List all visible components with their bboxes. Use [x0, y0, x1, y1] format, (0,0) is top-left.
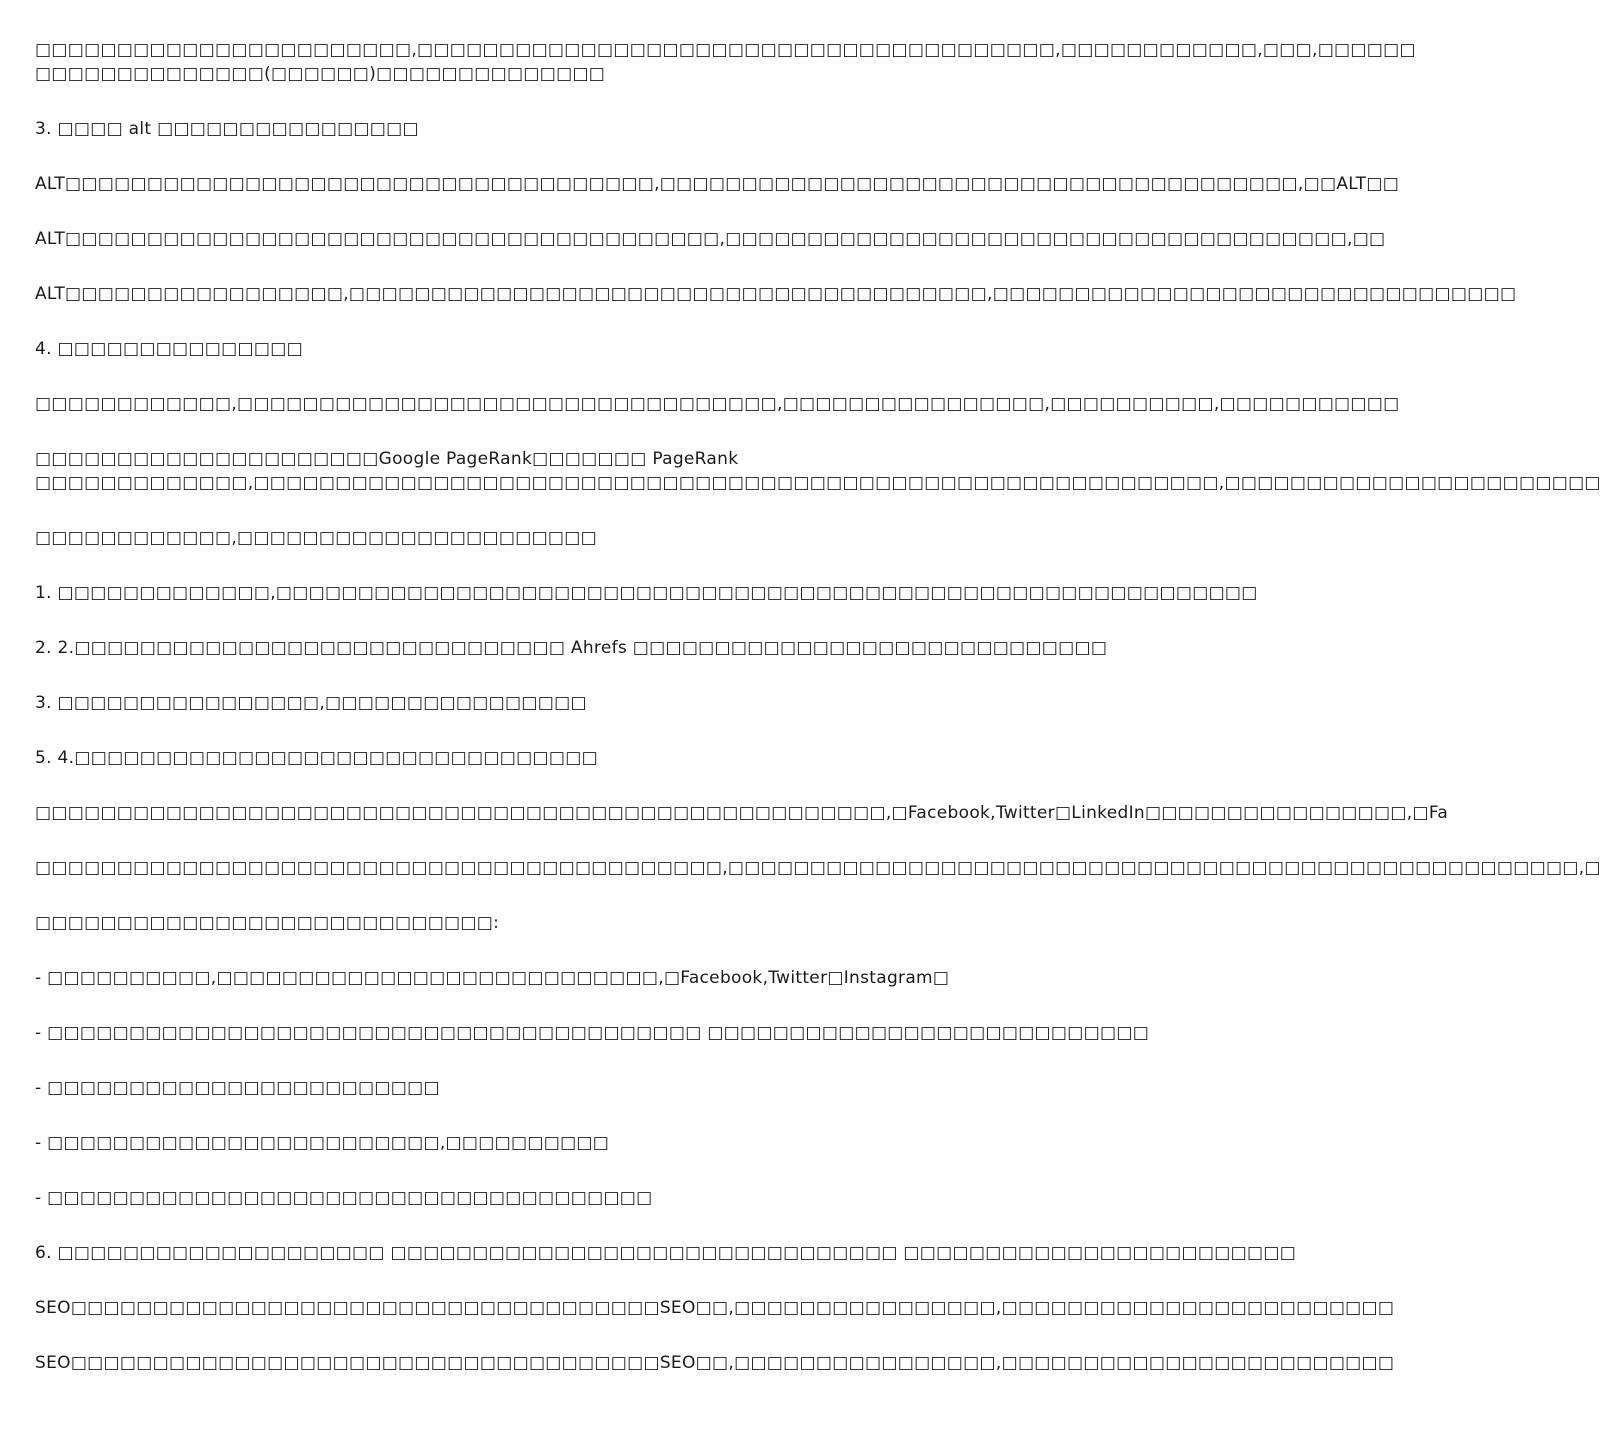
text-line: - □□□□□□□□□□□□□□□□□□□□□□□□□□□□□□□□□□□□□ [35, 1188, 653, 1208]
text-line: ALT□□□□□□□□□□□□□□□□□□□□□□□□□□□□□□□□□□□□,□□□□□□□□□□□□□□□□□□□□□□□□□□□□□□□□□□□□□□□,□□ALT□□ [35, 174, 1400, 194]
paragraph [35, 911, 989, 935]
text-line: 2. 2.□□□□□□□□□□□□□□□□□□□□□□□□□□□□□□ Ahrefs □□□□□□□□□□□□□□□□□□□□□□□□□□□□□ [35, 638, 1108, 658]
section-heading [35, 1241, 1297, 1265]
paragraph [35, 801, 1449, 825]
section-heading [35, 117, 989, 141]
text-line: - □□□□□□□□□□□□□□□□□□□□□□□□ [35, 1078, 440, 1098]
text-line: □□□□□□□□□□□□,□□□□□□□□□□□□□□□□□□□□□□ [35, 528, 598, 548]
text-line: □□□□□□□□□□□□□□□□□□□□□Google PageRank□□□□□□□ PageRank [35, 449, 739, 469]
text-line: 6. □□□□□□□□□□□□□□□□□□□□ □□□□□□□□□□□□□□□□□□□□□□□□□□□□□□□ □□□□□□□□□□□□□□□□□□□□□□□□ [35, 1243, 1297, 1263]
text-line: - □□□□□□□□□□□□□□□□□□□□□□□□,□□□□□□□□□□ [35, 1133, 610, 1153]
paragraph [35, 172, 1400, 196]
text-line: □□□□□□□□□□□□,□□□□□□□□□□□□□□□□□□□□□□□□□□□□□□□□□,□□□□□□□□□□□□□□□□,□□□□□□□□□□,□□□□□□□□□□□ [35, 394, 1400, 414]
text-line: 3. □□□□ alt □□□□□□□□□□□□□□□□ [35, 119, 419, 139]
bullet-item [35, 1021, 1150, 1045]
list-item [35, 581, 1258, 605]
text-line: □□□□□□□□□□□□□□□□□□□□□□□,□□□□□□□□□□□□□□□□□□□□□□□□□□□□□□□□□□□□□□□,□□□□□□□□□□□□,□□□,□□□□□□ [35, 40, 1416, 60]
text-line: 1. □□□□□□□□□□□□□,□□□□□□□□□□□□□□□□□□□□□□□□□□□□□□□□□□□□□□□□□□□□□□□□□□□□□□□□□□□□ [35, 583, 1258, 603]
paragraph [35, 1296, 1395, 1320]
text-line: ALT□□□□□□□□□□□□□□□□□□□□□□□□□□□□□□□□□□□□□□□□,□□□□□□□□□□□□□□□□□□□□□□□□□□□□□□□□□□□□□□,□□ [35, 229, 1386, 249]
section-heading [35, 337, 989, 361]
paragraph [35, 1351, 1395, 1375]
paragraph [35, 227, 1386, 251]
text-line: SEO□□□□□□□□□□□□□□□□□□□□□□□□□□□□□□□□□□□□SEO□□,□□□□□□□□□□□□□□□□,□□□□□□□□□□□□□□□□□□□□□□□□ [35, 1298, 1395, 1318]
paragraph [35, 447, 1601, 495]
text-line: 4. □□□□□□□□□□□□□□□ [35, 339, 303, 359]
text-line: □□□□□□□□□□□□□,□□□□□□□□□□□□□□□□□□□□□□□□□□□□□□□□□□□□□□□□□□□□□□□□□□□□□□□□□□□,□□□□□□□□□□□□□□□□□□□□□□□ [35, 473, 1601, 493]
text-line: 5. 4.□□□□□□□□□□□□□□□□□□□□□□□□□□□□□□□□ [35, 748, 598, 768]
text-line: ALT□□□□□□□□□□□□□□□□□,□□□□□□□□□□□□□□□□□□□□□□□□□□□□□□□□□□□□□□□,□□□□□□□□□□□□□□□□□□□□□□□□□□□□□□□□ [35, 284, 1517, 304]
bullet-item [35, 966, 989, 990]
bullet-item [35, 1186, 989, 1210]
text-line: □□□□□□□□□□□□□□□□□□□□□□□□□□□□: [35, 913, 500, 933]
text-line: - □□□□□□□□□□□□□□□□□□□□□□□□□□□□□□□□□□□□□□□□ □□□□□□□□□□□□□□□□□□□□□□□□□□□ [35, 1023, 1150, 1043]
bullet-item [35, 1131, 989, 1155]
paragraph [35, 38, 1416, 86]
text-line: SEO□□□□□□□□□□□□□□□□□□□□□□□□□□□□□□□□□□□□SEO□□,□□□□□□□□□□□□□□□□,□□□□□□□□□□□□□□□□□□□□□□□□ [35, 1353, 1395, 1373]
text-line: - □□□□□□□□□□,□□□□□□□□□□□□□□□□□□□□□□□□□□□,□Facebook,Twitter□Instagram□ [35, 968, 950, 988]
document-body [35, 38, 1601, 1406]
section-heading [35, 746, 989, 770]
paragraph [35, 526, 989, 550]
paragraph [35, 392, 1400, 416]
text-line: □□□□□□□□□□□□□□□□□□□□□□□□□□□□□□□□□□□□□□□□□□□□□□□□□□□□,□Facebook,Twitter□LinkedIn□□□□□□□□□□□□□□□□,□Fa [35, 803, 1449, 823]
list-item [35, 636, 1108, 660]
text-line: □□□□□□□□□□□□□□□□□□□□□□□□□□□□□□□□□□□□□□□□□□,□□□□□□□□□□□□□□□□□□□□□□□□□□□□□□□□□□□□□□□□□□□□□□□□□□□□,□ [35, 858, 1601, 878]
bullet-item [35, 1076, 989, 1100]
text-line: □□□□□□□□□□□□□□(□□□□□□)□□□□□□□□□□□□□□ [35, 64, 606, 84]
paragraph [35, 856, 1601, 880]
text-line: 3. □□□□□□□□□□□□□□□□,□□□□□□□□□□□□□□□□ [35, 693, 587, 713]
list-item [35, 691, 989, 715]
paragraph [35, 282, 1517, 306]
